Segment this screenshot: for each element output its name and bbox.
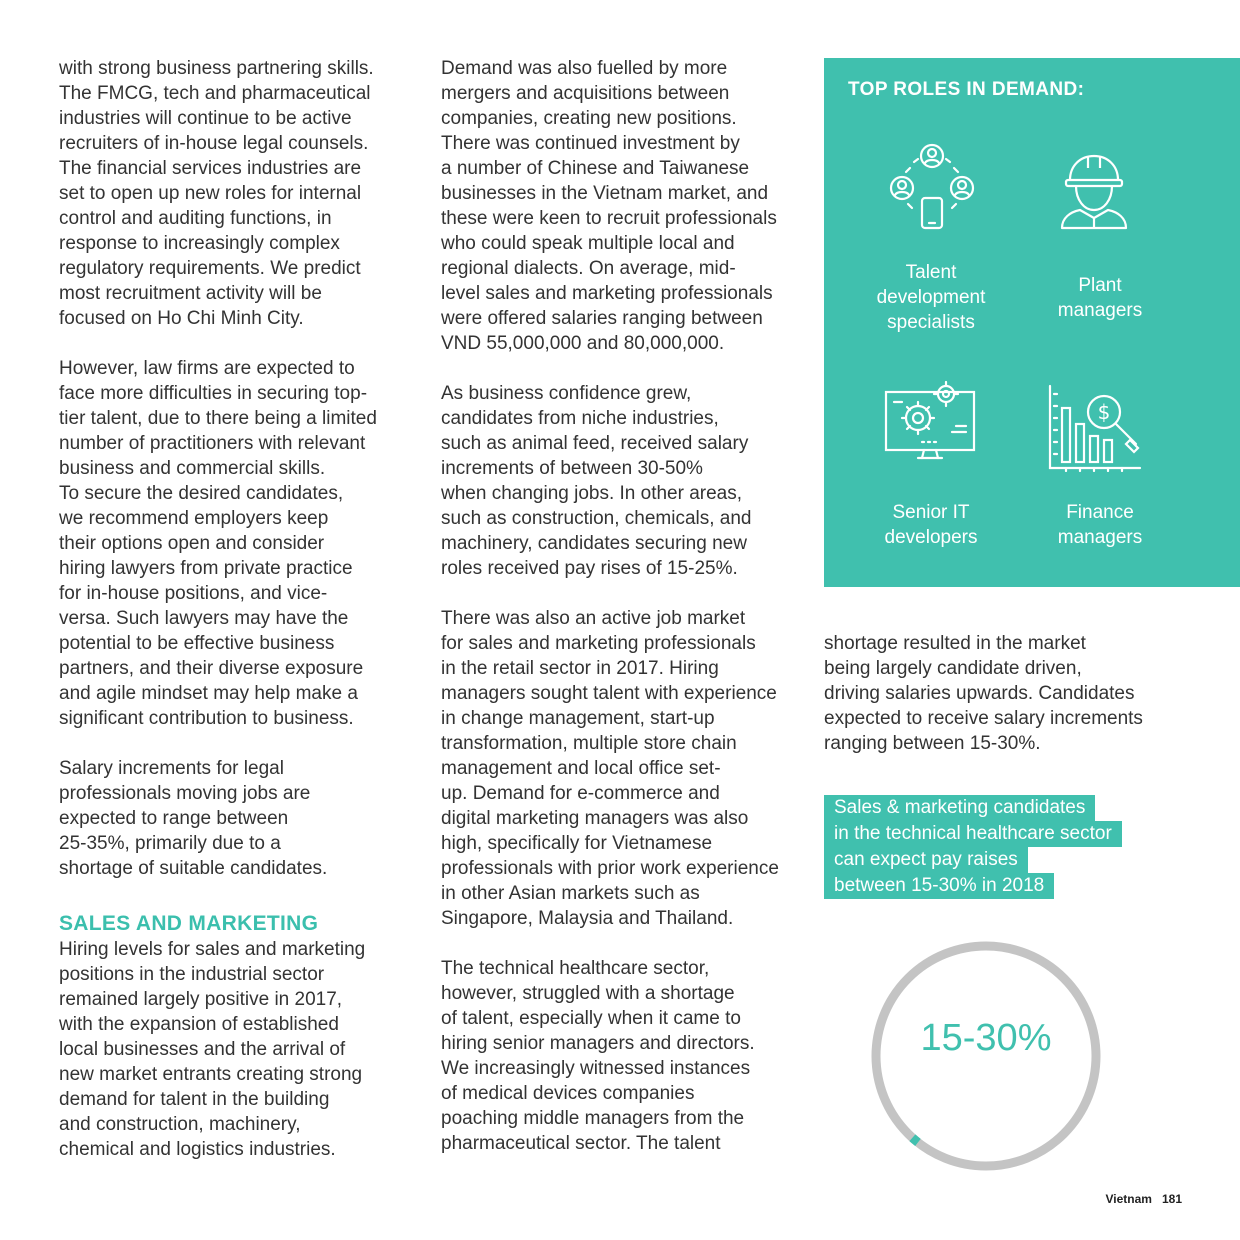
paragraph: Salary increments for legal professionals moving jobs are expected to range between 25-35%, primarily due to a shortage of suitable candidates. xyxy=(59,758,328,879)
paragraph: with strong business partnering skills. The FMCG, tech and pharmaceutical industries will continue to be active recruiters of in-house legal counsels. The financial services industries are set to open up new roles for internal control and auditing functions, in response to increasingly complex regulatory requirements. We predict most recruitment activity will be focused on Ho Chi Minh City. xyxy=(59,58,374,329)
callout-line: in the technical healthcare sector xyxy=(824,821,1122,847)
top-roles-panel xyxy=(824,58,1240,587)
ring-value: 15-30% xyxy=(920,1017,1052,1059)
section-heading-sales-marketing: SALES AND MARKETING xyxy=(59,912,319,935)
paragraph: The technical healthcare sector, however, struggled with a shortage of talent, especially when it came to hiring senior managers and directors. We increasingly witnessed instances of medical devices companies poaching middle managers from the pharmaceutical sector. The talent xyxy=(441,958,755,1154)
people-network-icon xyxy=(884,142,980,234)
article-column-3 xyxy=(824,631,1204,781)
callout-line: can expect pay raises xyxy=(824,847,1028,873)
role-label-talent: Talent development specialists xyxy=(876,262,986,333)
role-label-plant: Plant managers xyxy=(1057,275,1143,321)
callout-line: between 15-30% in 2018 xyxy=(824,873,1054,899)
hardhat-worker-icon xyxy=(1058,150,1130,230)
page-number: 181 xyxy=(1161,1192,1182,1206)
chart-magnifier-icon xyxy=(1046,384,1150,472)
article-column-2 xyxy=(441,56,811,1181)
article-column-1 xyxy=(59,56,409,1187)
paragraph: Demand was also fuelled by more mergers and acquisitions between companies, creating new positions. There was continued investment by a number of Chinese and Taiwanese businesses in the Vietnam market, and these were keen to recruit professionals who could speak multiple local and regional dialects. On average, mid- level sales and marketing professionals were offered salaries ranging between VND 55,000,000 and 80,000,000. xyxy=(441,58,777,354)
paragraph: There was also an active job market for sales and marketing professionals in the retail sector in 2017. Hiring managers sought talent with experience in change management, start-up transformation, multiple store chain management and local office set- up. Demand for e-commerce and digital marketing managers was also high, specifically for Vietnamese professionals with prior work experience in other Asian markets such as Singapore, Malaysia and Thailand. xyxy=(441,608,779,929)
svg-text:$: $ xyxy=(1097,400,1111,424)
ring-arc xyxy=(912,1138,918,1143)
footer-country: Vietnam xyxy=(1105,1192,1152,1206)
role-label-it: Senior IT developers xyxy=(884,502,978,548)
monitor-gear-icon xyxy=(882,380,978,470)
roles-title: TOP ROLES IN DEMAND: xyxy=(848,79,1085,100)
page-footer xyxy=(1096,1192,1183,1206)
pullquote-callout xyxy=(824,795,1122,899)
paragraph: As business confidence grew, candidates from niche industries, such as animal feed, received salary increments of between 30-50% when changing jobs. In other areas, such as construction, chemicals, and machinery, candidates securing new roles received pay rises of 15-25%. xyxy=(441,383,752,579)
paragraph: shortage resulted in the market being largely candidate driven, driving salaries upwards. Candidates expected to receive salary increments ranging between 15-30%. xyxy=(824,633,1143,754)
role-label-finance: Finance managers xyxy=(1057,502,1143,548)
callout-line: Sales & marketing candidates xyxy=(824,795,1095,821)
paragraph: Hiring levels for sales and marketing positions in the industrial sector remained largely positive in 2017, with the expansion of established local businesses and the arrival of new market entrants creating strong demand for talent in the building and construction, machinery, chemical and logistics industries. xyxy=(59,939,366,1160)
paragraph: However, law firms are expected to face more difficulties in securing top- tier talent, due to there being a limited number of practitioners with relevant business and commercial skills. To secure the desired candidates, we recommend employers keep their options open and consider hiring lawyers from private practice for in-house positions, and vice- versa. Such lawyers may have the potential to be effective business partners, and their diverse exposure and agile mindset may help make a significant contribution to business. xyxy=(59,358,377,729)
